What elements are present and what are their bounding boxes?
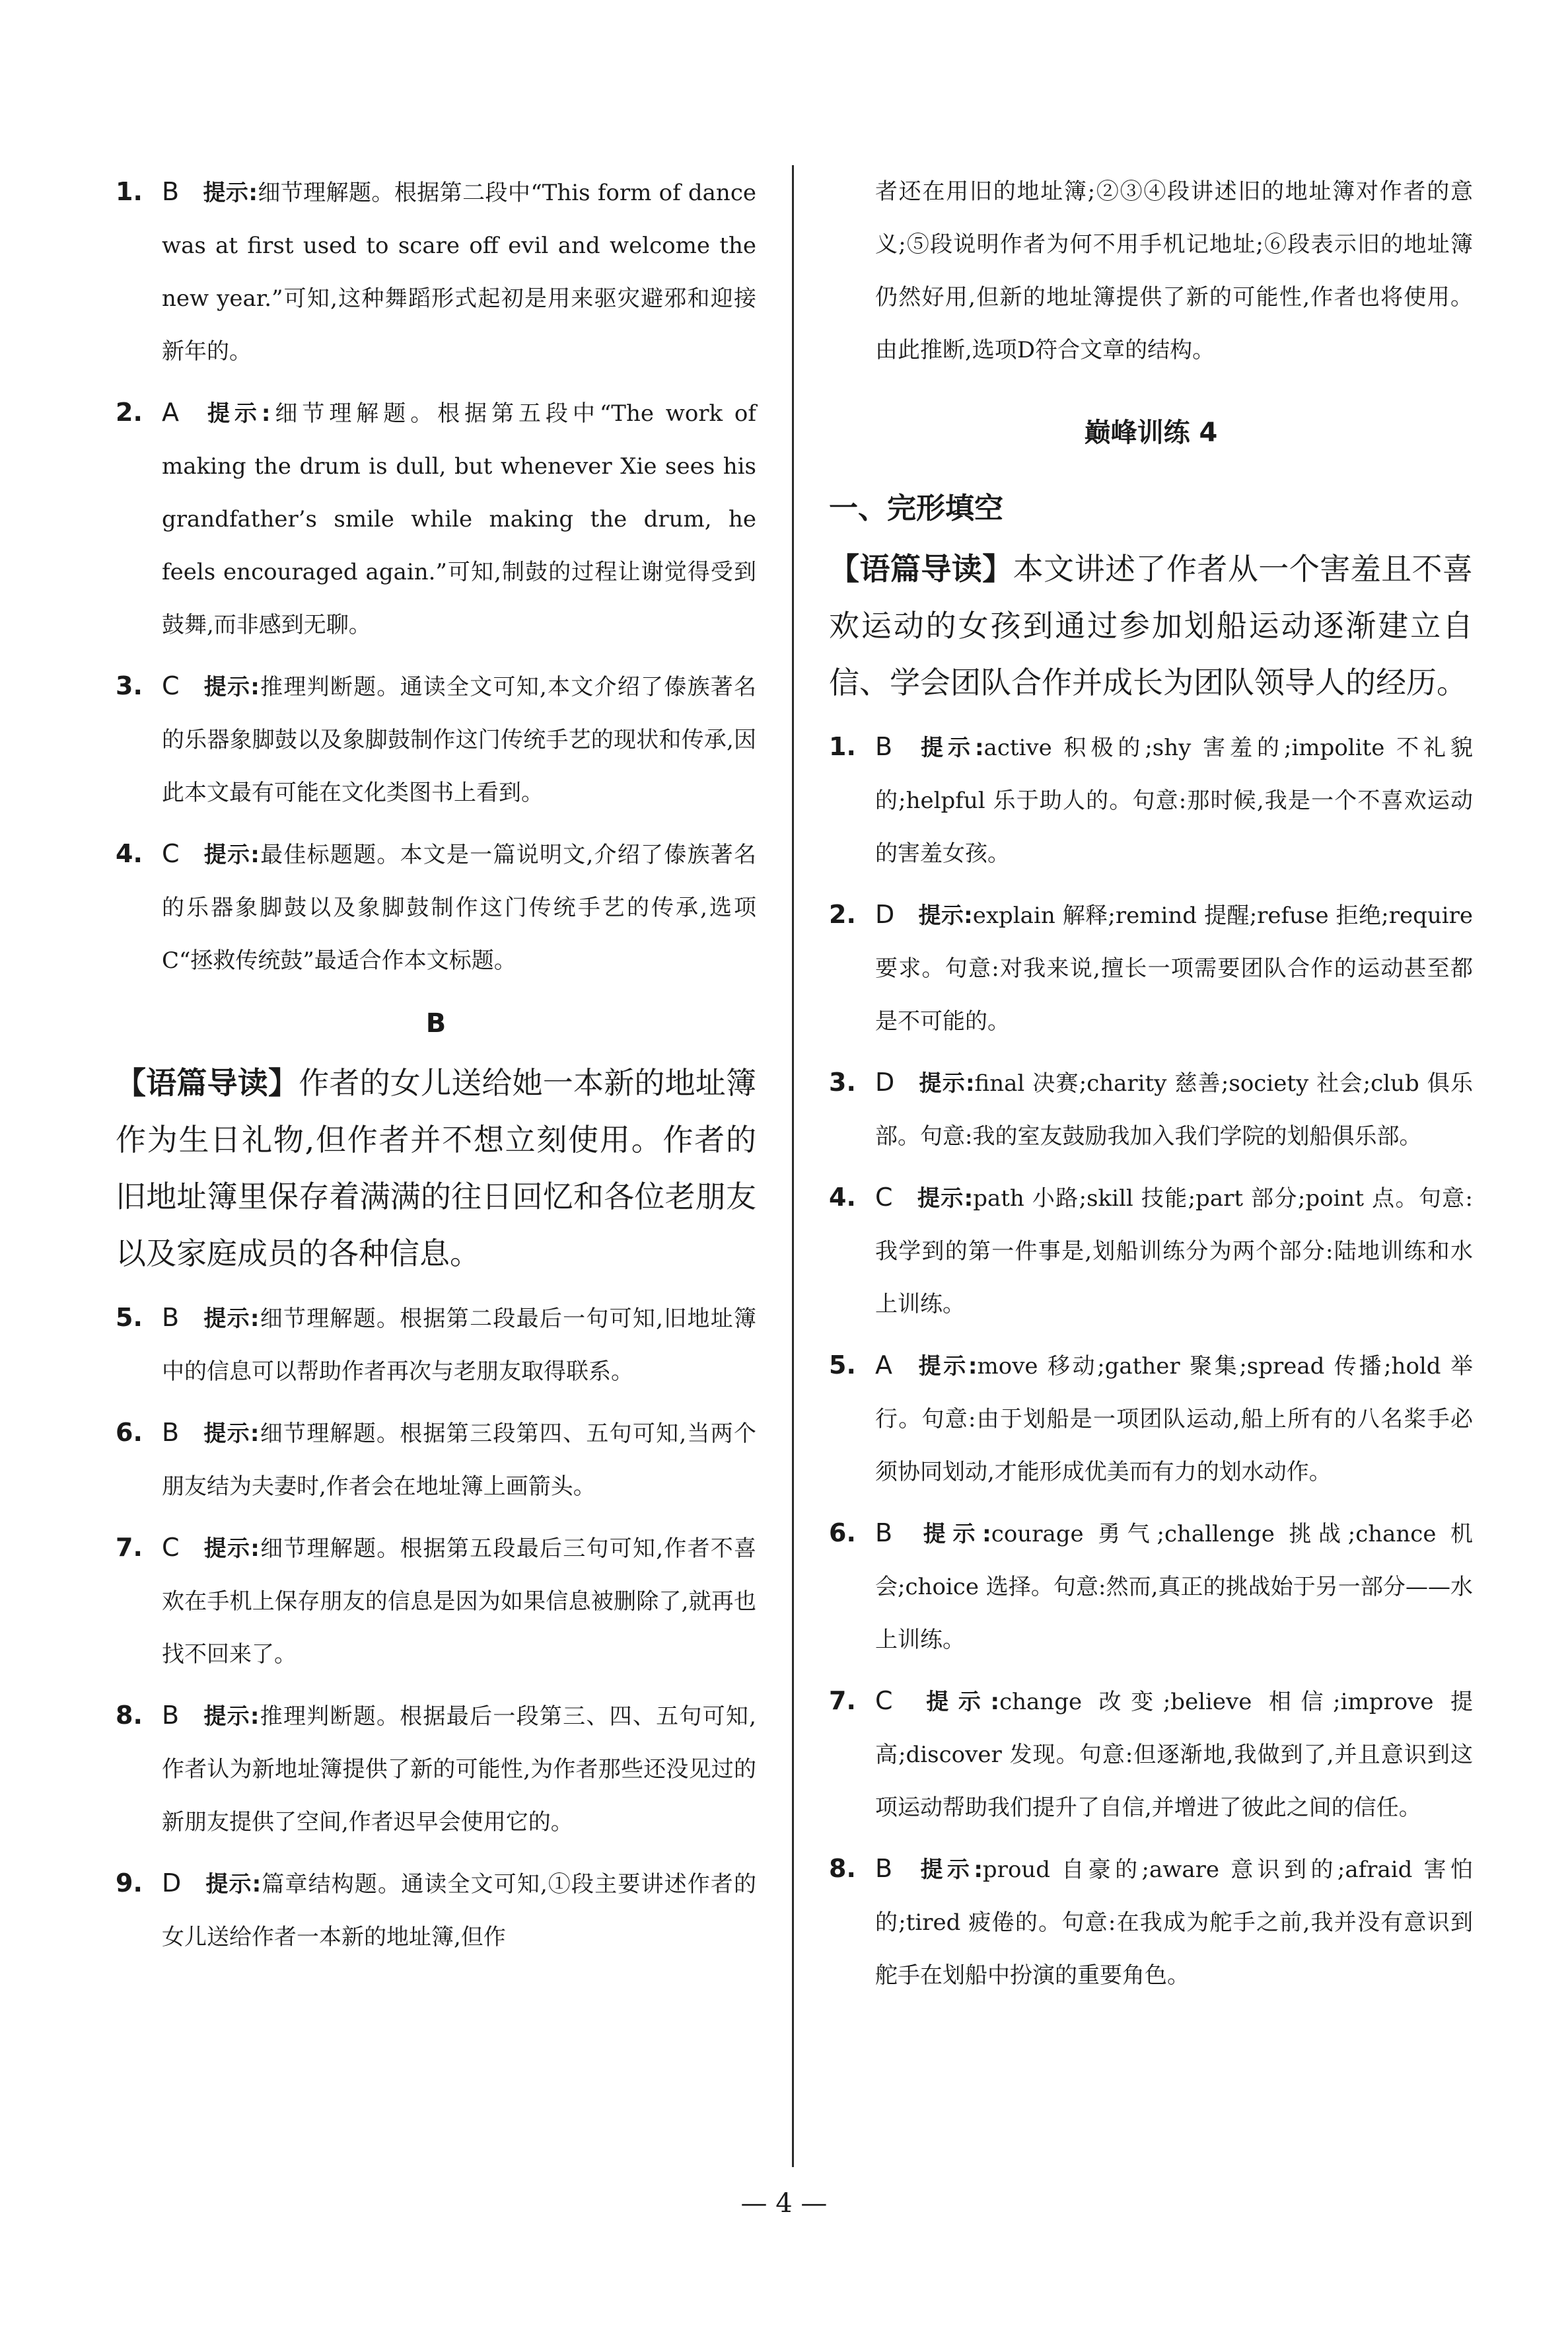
answer-item (829, 720, 1473, 880)
item-number: 5. (116, 1303, 143, 1332)
item-answer: B (162, 1418, 180, 1447)
item-number: 7. (116, 1533, 143, 1562)
answer-item (116, 659, 756, 819)
hint-label: 提示: (203, 1421, 260, 1447)
answer-item (116, 1689, 756, 1849)
item-answer: A (162, 398, 179, 427)
item-number: 8. (829, 1854, 856, 1883)
item-explanation: 细节理解题。根据第三段第四、五句可知,当两个朋友结为夫妻时,作者会在地址簿上画箭头。 (162, 1421, 756, 1500)
item-answer: C (162, 839, 180, 868)
column-divider (792, 165, 794, 2167)
item-answer: B (162, 177, 180, 206)
answer-item (116, 386, 756, 651)
hint-label: 提示: (203, 674, 260, 700)
continuation-text: 者还在用旧的地址簿;②③④段讲述旧的地址簿对作者的意义;⑤段说明作者为何不用手机记地址;⑥段表示旧的地址簿仍然好用,但新的地址簿提供了新的可能性,作者也将使用。由此推断,选项D符合文章的结构。 (875, 178, 1473, 363)
item-answer: C (162, 671, 180, 700)
hint-label: 提示: (916, 1353, 978, 1380)
item-explanation: 细节理解题。根据第二段中“This form of dance was at first used to scare off evil and welcome the new year.”可知,这种舞蹈形式起初是用来驱灾避邪和迎接新年的。 (162, 180, 756, 365)
hint-label: 提示: (203, 1306, 260, 1332)
left-column (116, 165, 756, 1972)
item-number: 1. (829, 732, 856, 761)
item-number: 6. (116, 1418, 143, 1447)
item-explanation: 细节理解题。根据第五段最后三句可知,作者不喜欢在手机上保存朋友的信息是因为如果信息被删除了,就再也找不回来了。 (162, 1535, 756, 1668)
item-answer: D (875, 1068, 895, 1097)
item-number: 9. (116, 1868, 143, 1898)
item-explanation: 细节理解题。根据第二段最后一句可知,旧地址簿中的信息可以帮助作者再次与老朋友取得联系。 (162, 1306, 756, 1385)
section-b-heading: B (425, 1008, 446, 1039)
item-explanation: 推理判断题。通读全文可知,本文介绍了傣族著名的乐器象脚鼓以及象脚鼓制作这门传统手艺的现状和传承,因此本文最有可能在文化类图书上看到。 (162, 674, 756, 806)
item-answer: B (162, 1701, 180, 1730)
item-explanation: explain 解释;remind 提醒;refuse 拒绝;require 要求。句意:对我来说,擅长一项需要团队合作的运动甚至都是不可能的。 (875, 903, 1473, 1035)
item-number: 5. (829, 1350, 856, 1380)
answer-continuation (829, 165, 1473, 377)
part-one-intro (829, 540, 1473, 711)
intro-text: 本文讲述了作者从一个害羞且不喜欢运动的女孩到通过参加划船运动逐渐建立自信、学会团队合作并成长为团队领导人的经历。 (829, 551, 1474, 700)
hint-label: 提示: (203, 842, 260, 868)
hint-label: 提示: (203, 1703, 260, 1730)
item-explanation: proud 自豪的;aware 意识到的;afraid 害怕的;tired 疲倦的。句意:在我成为舵手之前,我并没有意识到舵手在划船中扮演的重要角色。 (875, 1857, 1473, 1989)
item-number: 2. (116, 398, 143, 427)
item-number: 3. (116, 671, 143, 700)
hint-label: 提示: (203, 400, 271, 427)
answer-item (829, 1056, 1473, 1163)
item-number: 7. (829, 1686, 856, 1715)
hint-label: 提示: (916, 1689, 1000, 1715)
hint-label: 提示: (916, 735, 984, 761)
answer-item (829, 1674, 1473, 1834)
hint-label: 提示: (918, 903, 973, 929)
part-title: 一、完形填空 (829, 492, 1003, 525)
hint-label: 提示: (203, 1535, 260, 1562)
hint-label: 提示: (203, 180, 258, 206)
item-answer: C (875, 1183, 893, 1212)
answer-item (116, 165, 756, 378)
item-number: 2. (829, 900, 856, 929)
item-number: 3. (829, 1068, 856, 1097)
item-explanation: 细节理解题。根据第五段中“The work of making the drum is dull, but whenever Xie sees his grandfather’s smile while making the drum, he feels encouraged again.”可知,制鼓的过程让谢觉得受到鼓舞,而非感到无聊。 (162, 400, 756, 638)
answer-item (829, 1339, 1473, 1498)
answer-item (116, 1857, 756, 1964)
answer-item (116, 827, 756, 987)
item-explanation: active 积极的;shy 害羞的;impolite 不礼貌的;helpful 乐于助人的。句意:那时候,我是一个不喜欢运动的害羞女孩。 (875, 735, 1473, 867)
practice-title: 巅峰训练 4 (1084, 418, 1218, 448)
hint-label: 提示: (205, 1871, 262, 1898)
hint-label: 提示: (916, 1521, 991, 1547)
item-answer: B (875, 732, 893, 761)
item-answer: A (875, 1350, 892, 1380)
answer-item (829, 888, 1473, 1048)
item-answer: B (875, 1854, 893, 1883)
hint-label: 提示: (916, 1857, 983, 1883)
item-explanation: final 决赛;charity 慈善;society 社会;club 俱乐部。句意:我的室友鼓励我加入我们学院的划船俱乐部。 (875, 1070, 1473, 1150)
answer-item (829, 1171, 1473, 1331)
hint-label: 提示: (916, 1185, 974, 1212)
item-explanation: path 小路;skill 技能;part 部分;point 点。句意:我学到的第一件事是,划船训练分为两个部分:陆地训练和水上训练。 (875, 1185, 1473, 1317)
item-number: 4. (829, 1183, 856, 1212)
item-explanation: courage 勇气;challenge 挑战;chance 机会;choice 选择。句意:然而,真正的挑战始于另一部分——水上训练。 (875, 1521, 1473, 1653)
answer-item (116, 1406, 756, 1513)
item-explanation: 篇章结构题。通读全文可知,①段主要讲述作者的女儿送给作者一本新的地址簿,但作 (162, 1871, 756, 1950)
answer-item (116, 1291, 756, 1398)
item-explanation: 最佳标题题。本文是一篇说明文,介绍了傣族著名的乐器象脚鼓以及象脚鼓制作这门传统手艺的传承,选项C“拯救传统鼓”最适合作本文标题。 (162, 842, 756, 974)
item-answer: C (875, 1686, 893, 1715)
hint-label: 提示: (918, 1070, 975, 1097)
item-explanation: change 改变;believe 相信;improve 提高;discover 发现。句意:但逐渐地,我做到了,并且意识到这项运动帮助我们提升了自信,并增进了彼此之间的信任。 (875, 1689, 1473, 1821)
item-number: 6. (829, 1518, 856, 1547)
item-answer: B (162, 1303, 180, 1332)
right-column (829, 165, 1473, 2010)
answer-item (829, 1506, 1473, 1666)
answer-item (829, 1842, 1473, 2002)
answer-item (116, 1521, 756, 1681)
item-number: 1. (116, 177, 143, 206)
item-number: 8. (116, 1701, 143, 1730)
item-answer: C (162, 1533, 180, 1562)
intro-label: 【语篇导读】 (829, 551, 1013, 587)
item-answer: B (875, 1518, 893, 1547)
section-b-intro (116, 1054, 756, 1282)
intro-label: 【语篇导读】 (116, 1065, 299, 1101)
item-number: 4. (116, 839, 143, 868)
item-answer: D (875, 900, 895, 929)
intro-text: 作者的女儿送给她一本新的地址簿作为生日礼物,但作者并不想立刻使用。作者的旧地址簿里保存着满满的往日回忆和各位老朋友以及家庭成员的各种信息。 (116, 1065, 757, 1271)
item-explanation: move 移动;gather 聚集;spread 传播;hold 举行。句意:由于划船是一项团队运动,船上所有的八名桨手必须协同划动,才能形成优美而有力的划水动作。 (875, 1353, 1473, 1485)
item-answer: D (162, 1868, 182, 1898)
item-explanation: 推理判断题。根据最后一段第三、四、五句可知,作者认为新地址簿提供了新的可能性,为作者那些还没见过的新朋友提供了空间,作者迟早会使用它的。 (162, 1703, 756, 1835)
page-number: — 4 — (740, 2188, 828, 2219)
